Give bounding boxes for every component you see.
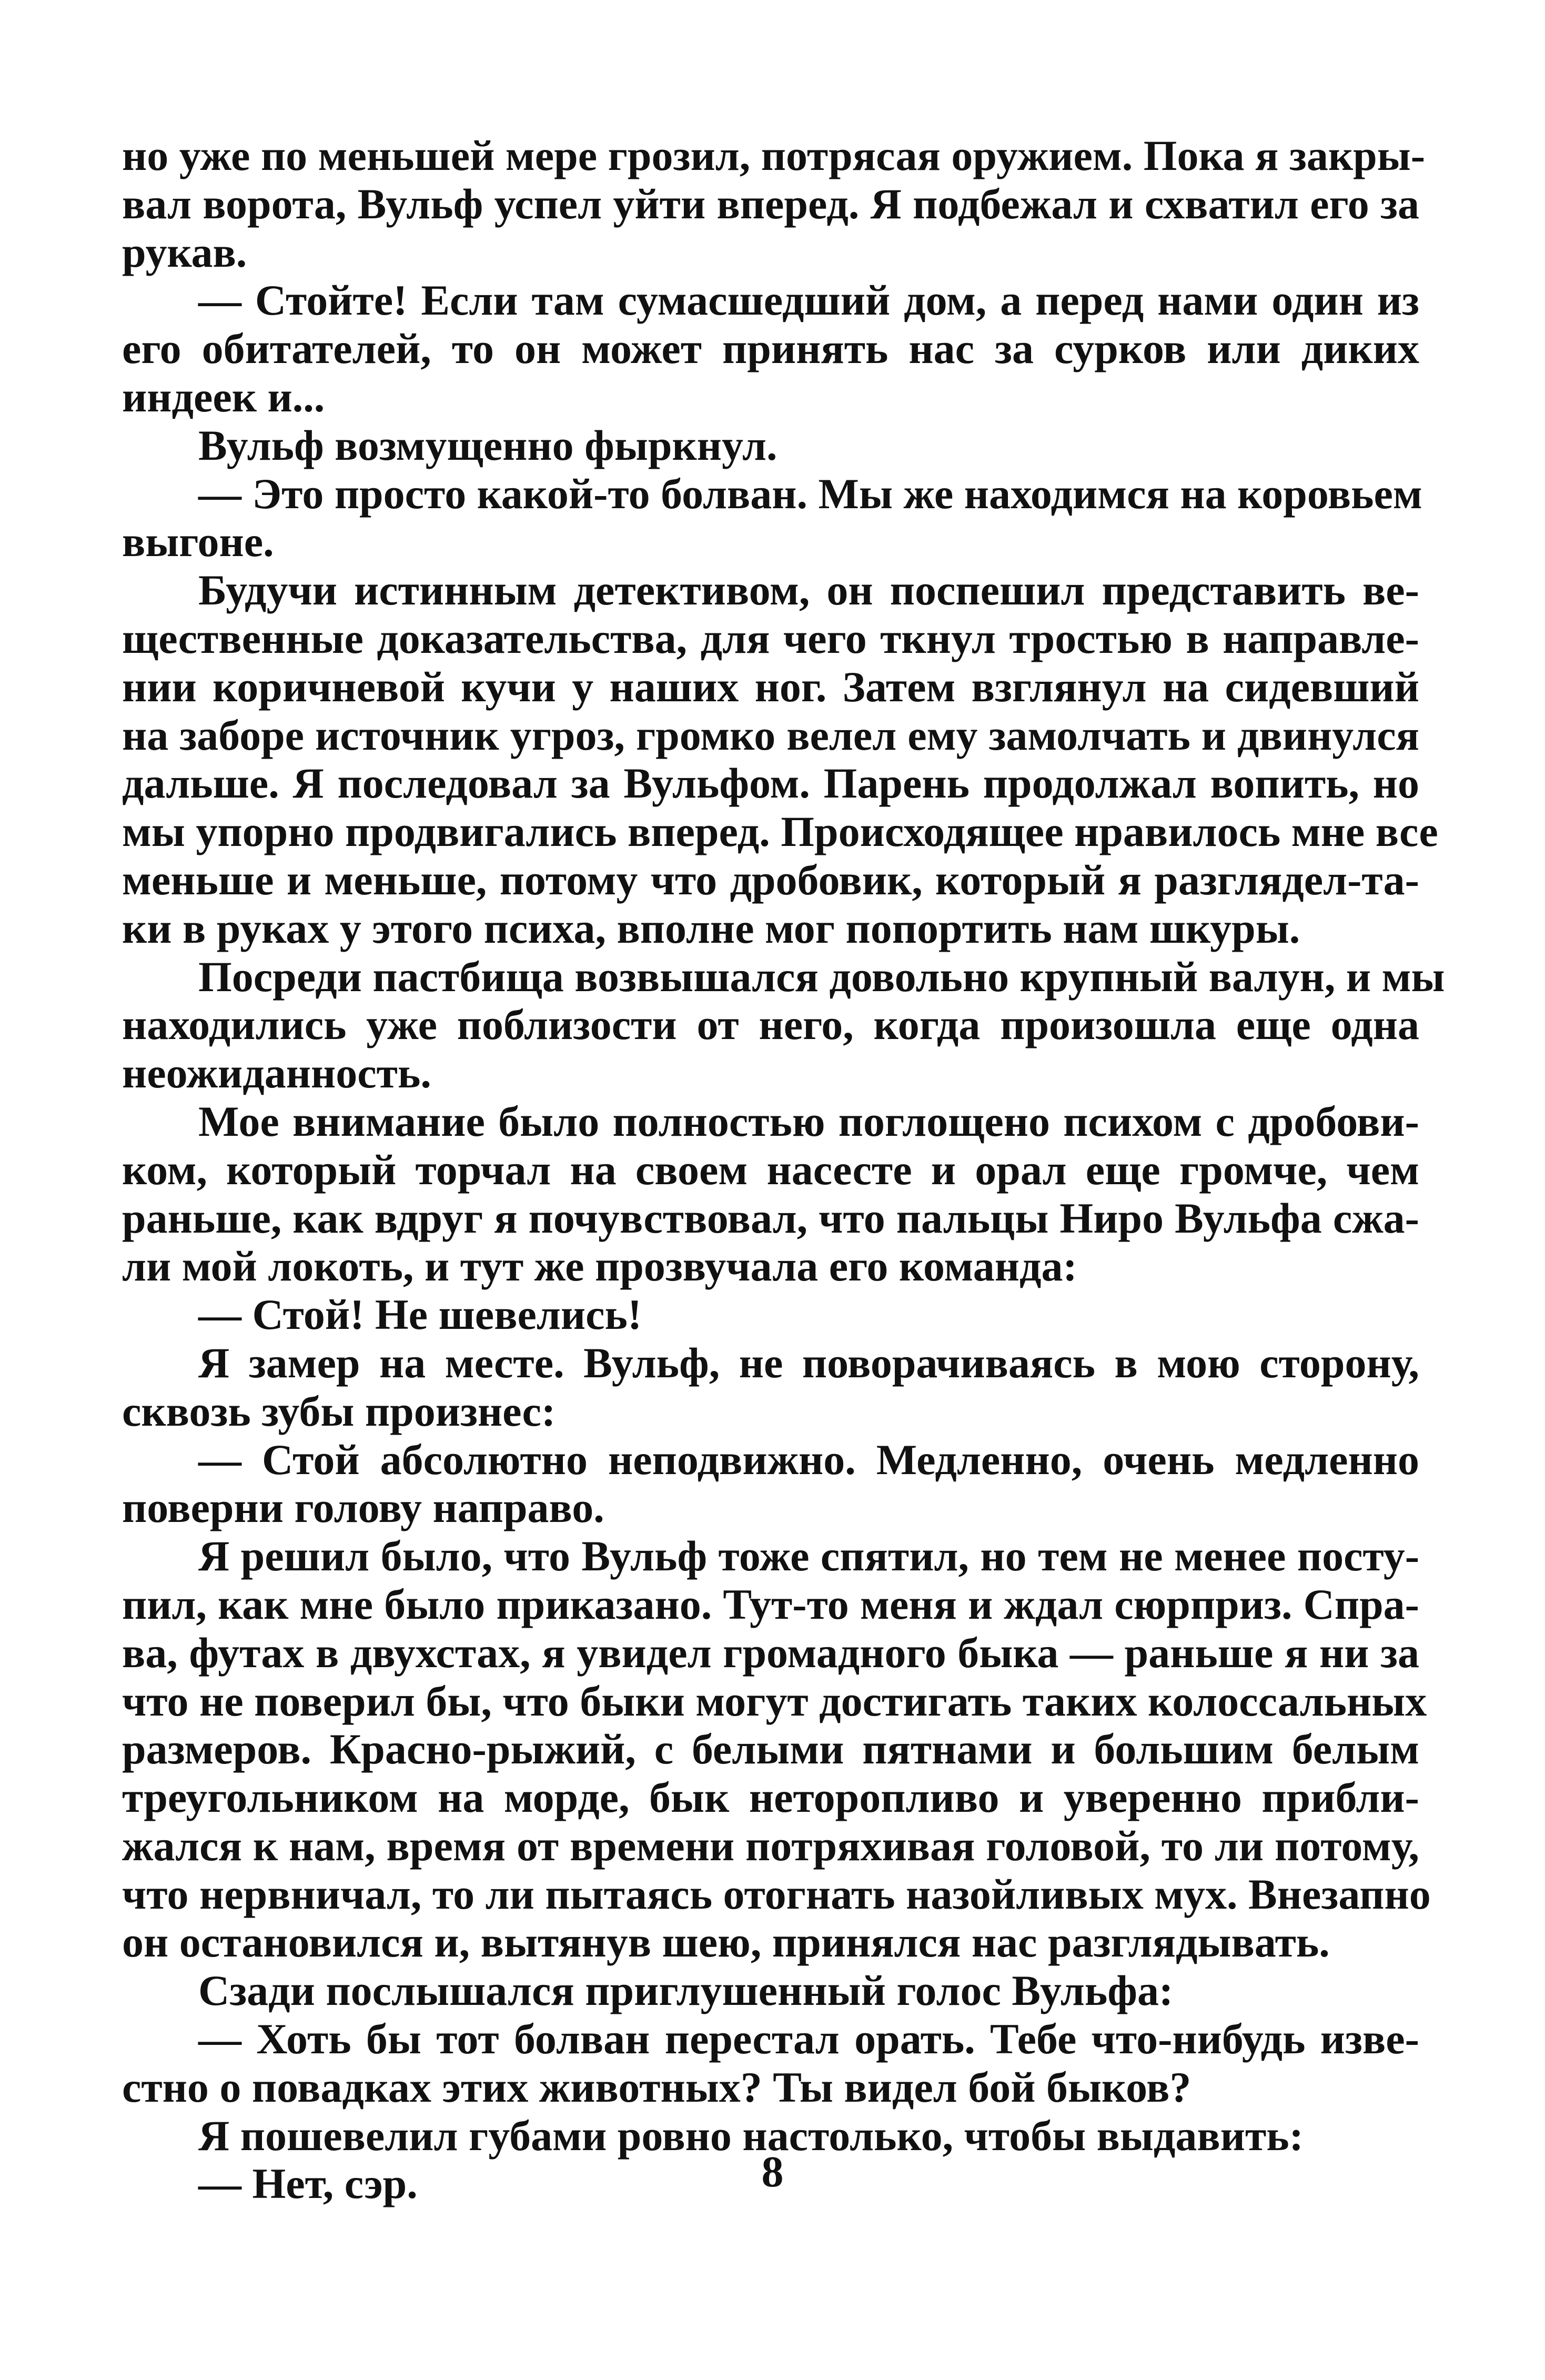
text-line: Я пошевелил губами ровно настолько, чтобы выдавить: [198, 2111, 1304, 2160]
text-line: нии коричневой кучи у наших ног. Затем взглянул на сидевший [122, 662, 1419, 711]
text-line: — Нет, сэр. [198, 2160, 418, 2208]
text-line: что нервничал, то ли пытаясь отогнать назойливых мух. Внезапно [122, 1870, 1431, 1918]
text-line: дальше. Я последовал за Вульфом. Парень продолжал вопить, но [122, 759, 1419, 808]
text-line: Мое внимание было полностью поглощено психом с дробови- [198, 1097, 1419, 1145]
text-line: стно о повадках этих животных? Ты видел бой быков? [122, 2063, 1191, 2111]
text-line: — Это просто какой-то болван. Мы же находимся на коровьем [198, 469, 1422, 518]
text-line: ком, который торчал на своем насесте и орал еще громче, чем [122, 1145, 1419, 1194]
text-line: что не поверил бы, что быки могут достигать таких колоссальных [122, 1677, 1427, 1725]
text-line: Будучи истинным детективом, он поспешил представить ве- [198, 566, 1419, 614]
text-line: Я замер на месте. Вульф, не поворачиваясь в мою сторону, [198, 1338, 1419, 1387]
body-text [122, 132, 1445, 2208]
text-line: индеек и... [122, 372, 325, 421]
text-line: — Стой абсолютно неподвижно. Медленно, очень медленно [198, 1435, 1419, 1484]
text-line: треугольником на морде, бык неторопливо и уверенно прибли- [122, 1773, 1419, 1822]
text-line: мы упорно продвигались вперед. Происходящее нравилось мне все [122, 808, 1438, 856]
text-line: ли мой локоть, и тут же прозвучала его команда: [122, 1242, 1077, 1290]
text-line: но уже по меньшей мере грозил, потрясая оружием. Пока я закры- [122, 132, 1426, 179]
text-line: рукав. [122, 228, 247, 276]
text-line: Вульф возмущенно фыркнул. [198, 421, 777, 469]
text-line: — Стойте! Если там сумасшедший дом, а перед нами один из [198, 276, 1419, 325]
text-line: Посреди пастбища возвышался довольно крупный валун, и мы [198, 952, 1445, 1001]
text-line: жался к нам, время от времени потряхивая головой, то ли потому, [122, 1821, 1419, 1870]
text-line: раньше, как вдруг я почувствовал, что пальцы Ниро Вульфа сжа- [122, 1194, 1419, 1242]
text-line: выгоне. [122, 518, 274, 566]
text-line: неожиданность. [122, 1049, 431, 1097]
text-line: сквозь зубы произнес: [122, 1387, 556, 1435]
text-line: ва, футах в двухстах, я увидел громадного быка — раньше я ни за [122, 1628, 1419, 1677]
text-line: он остановился и, вытянув шею, принялся нас разглядывать. [122, 1918, 1330, 1966]
text-line: вал ворота, Вульф успел уйти вперед. Я подбежал и схватил его за [122, 179, 1419, 228]
text-line: поверни голову направо. [122, 1484, 604, 1532]
text-line: меньше и меньше, потому что дробовик, который я разглядел-та- [122, 855, 1419, 904]
text-line: Я решил было, что Вульф тоже спятил, но тем не менее посту- [198, 1532, 1419, 1580]
text-line: размеров. Красно-рыжий, с белыми пятнами и большим белым [122, 1725, 1419, 1773]
text-line: находились уже поблизости от него, когда произошла еще одна [122, 1001, 1419, 1049]
text-line: на заборе источник угроз, громко велел ему замолчать и двинулся [122, 711, 1419, 759]
text-line: Сзади послышался приглушенный голос Вульфа: [198, 1966, 1174, 2015]
text-line: щественные доказательства, для чего ткнул тростью в направле- [122, 614, 1419, 662]
text-line: его обитателей, то он может принять нас за сурков или диких [122, 325, 1419, 373]
text-line: — Стой! Не шевелись! [198, 1290, 642, 1339]
text-line: пил, как мне было приказано. Тут-то меня и ждал сюрприз. Спра- [122, 1580, 1419, 1628]
text-line: ки в руках у этого психа, вполне мог попортить нам шкуры. [122, 904, 1300, 952]
page-number: 8 [761, 2147, 784, 2196]
text-line: — Хоть бы тот болван перестал орать. Тебе что-нибудь изве- [198, 2015, 1419, 2063]
